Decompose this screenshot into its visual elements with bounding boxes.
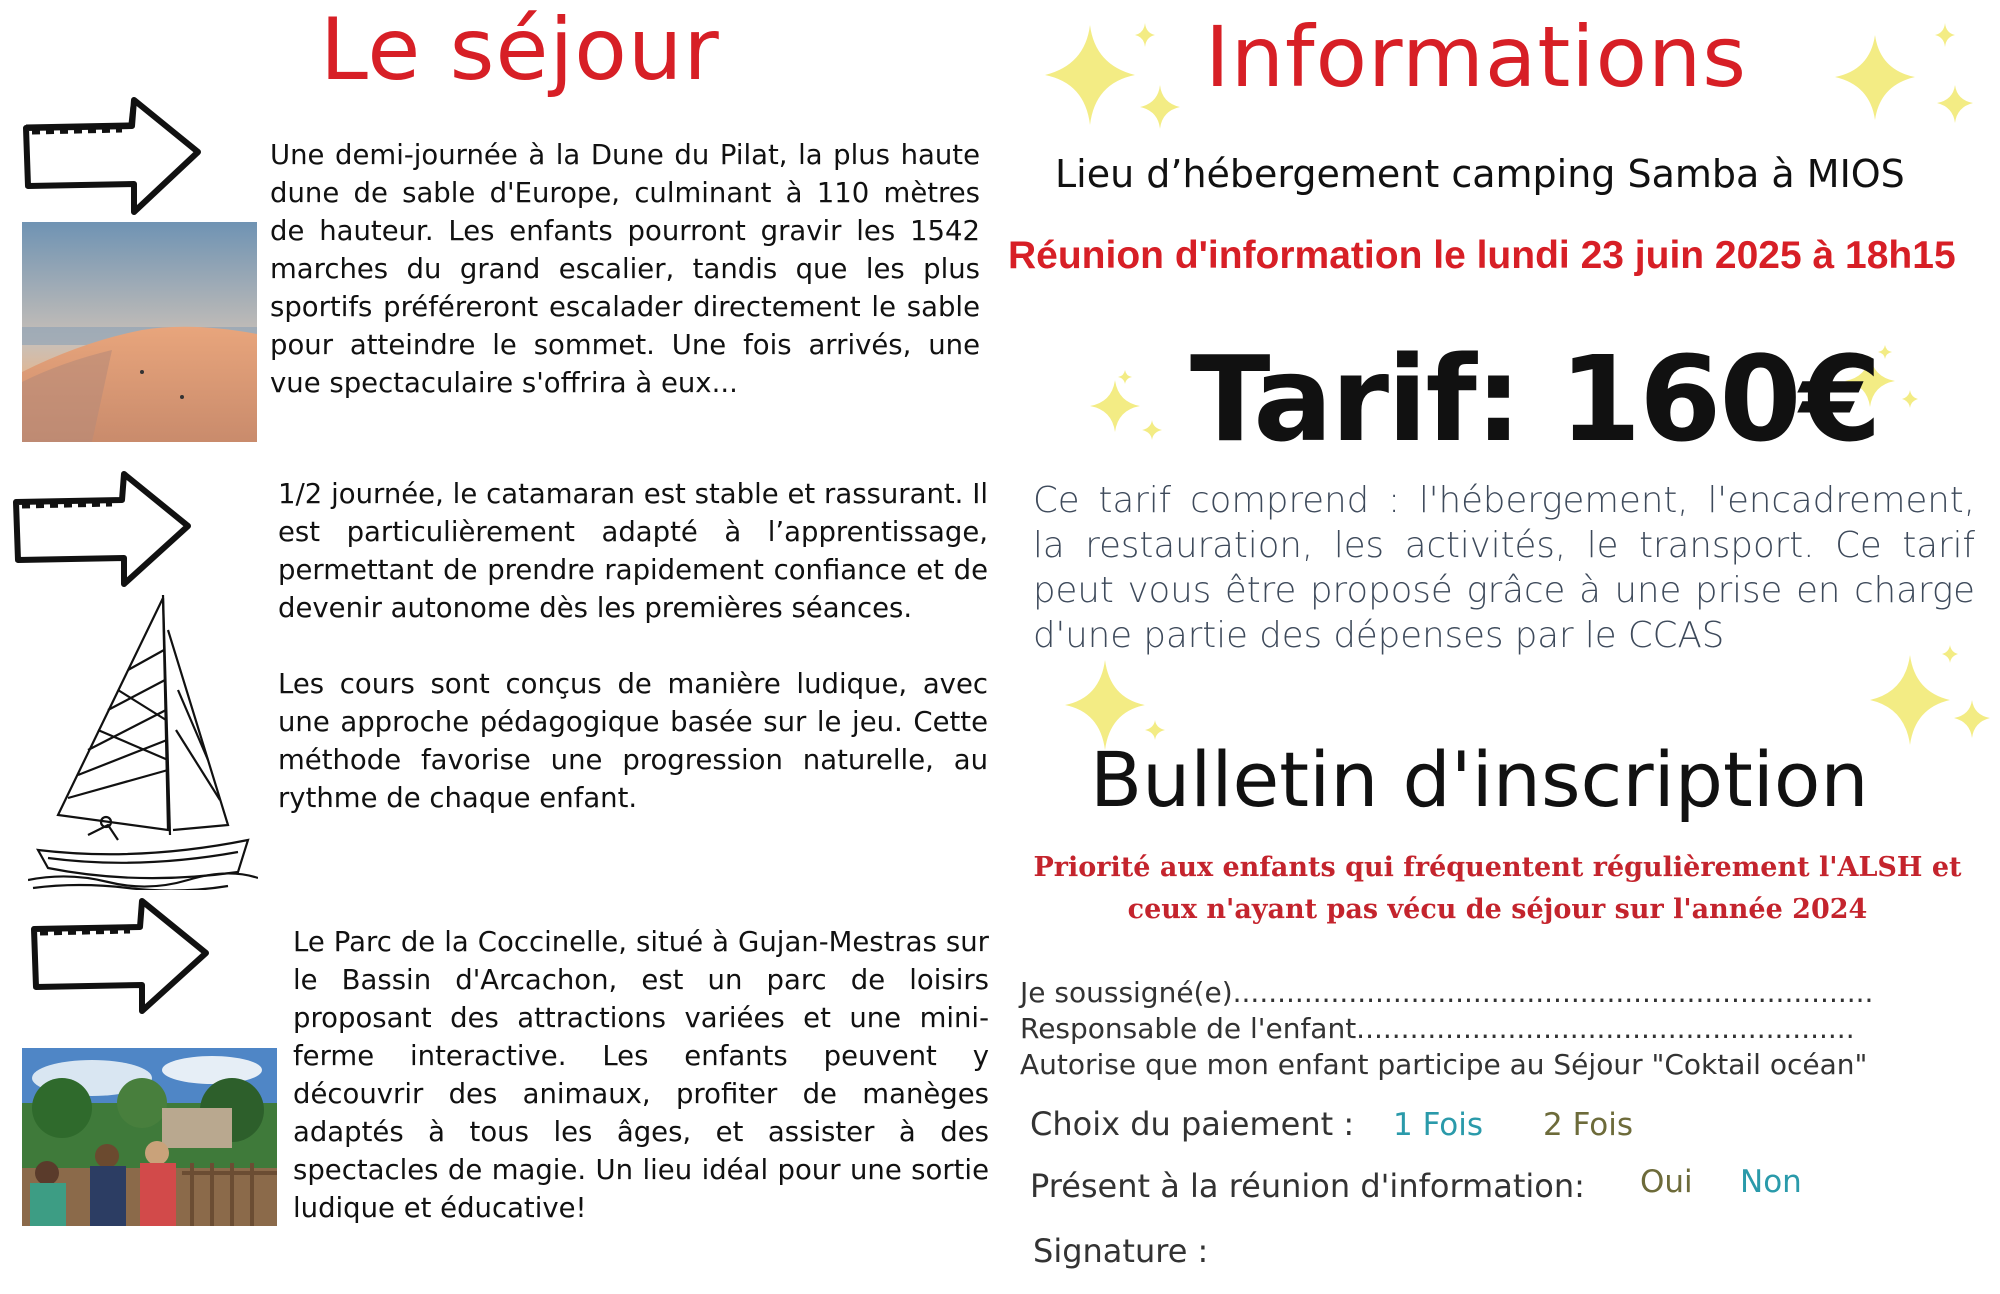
parc-paragraph: Le Parc de la Coccinelle, situé à Gujan-Mestras sur le Bassin d'Arcachon, est un parc de loisirs proposant des attractions variées et une mini-ferme interactive. Les enfants peuvent y découvrir des animaux, profiter de manèges adaptés à tous les âges, et assister à des spectacles de magie. Un lieu idéal pour une sortie ludique et éducative! bbox=[293, 926, 989, 1224]
sejour-title: Le séjour bbox=[320, 0, 720, 100]
arrow-right-icon bbox=[30, 895, 210, 1017]
sparkle-icon bbox=[1080, 370, 1180, 440]
dune-pilat-photo bbox=[22, 222, 257, 442]
informations-title: Informations bbox=[1205, 8, 1748, 106]
sparkle-icon bbox=[1850, 640, 2000, 760]
reunion-date: Réunion d'information le lundi 23 juin 2025 à 18h15 bbox=[1008, 234, 1956, 277]
catamaran-sketch bbox=[28, 590, 258, 894]
arrow-right-icon bbox=[12, 468, 192, 590]
catamaran-paragraph-2: Les cours sont conçus de manière ludique, avec une approche pédagogique basée sur le jeu. Cette méthode favorise une progression naturelle, au rythme de chaque enfant. bbox=[278, 668, 988, 814]
parc-coccinelle-photo bbox=[22, 1048, 277, 1226]
reunion-option-non[interactable]: Non bbox=[1740, 1164, 1802, 1200]
paiement-label: Choix du paiement : bbox=[1030, 1105, 1355, 1143]
sparkle-icon bbox=[1815, 15, 1995, 135]
reunion-presence-label: Présent à la réunion d'information: bbox=[1030, 1167, 1585, 1205]
reunion-option-oui[interactable]: Oui bbox=[1640, 1164, 1693, 1200]
paiement-option-2-fois[interactable]: 2 Fois bbox=[1543, 1107, 1634, 1143]
priorite-notice: Priorité aux enfants qui fréquentent régulièrement l'ALSH et ceux n'ayant pas vécu de séjour sur l'année 2024 bbox=[1033, 852, 1962, 925]
paiement-option-1-fois[interactable]: 1 Fois bbox=[1393, 1107, 1484, 1143]
tarif-description: Ce tarif comprend : l'hébergement, l'encadrement, la restauration, les activités, le transport. Ce tarif peut vous être proposé grâce à une prise en charge d'une partie des dépenses par le CCAS bbox=[1033, 480, 1975, 656]
form-declaration[interactable]: Je soussigné(e)........................................................................ Responsable de l'enfant........................................................ Autorise que mon enfant participe au Séjour "Coktail océan" bbox=[1020, 976, 1874, 1081]
arrow-right-icon bbox=[22, 96, 202, 218]
lieu-hebergement: Lieu d’hébergement camping Samba à MIOS bbox=[1055, 152, 1905, 196]
dune-paragraph: Une demi-journée à la Dune du Pilat, la plus haute dune de sable d'Europe, culminant à 110 mètres de hauteur. Les enfants pourront gravir les 1542 marches du grand escalier, tandis que les plus sportifs préféreront escalader directement le sable pour atteindre le sommet. Une fois arrivés, une vue spectaculaire s'offrira à eux... bbox=[270, 139, 980, 399]
signature-label: Signature : bbox=[1033, 1232, 1209, 1270]
catamaran-paragraph-1: 1/2 journée, le catamaran est stable et rassurant. Il est particulièrement adapté à l’apprentissage, permettant de prendre rapidement confiance et de devenir autonome dès les premières séances. bbox=[278, 478, 988, 624]
bulletin-title: Bulletin d'inscription bbox=[1090, 735, 1869, 824]
sparkle-icon bbox=[1035, 15, 1205, 135]
tarif-price: Tarif: 160€ bbox=[1190, 330, 1880, 468]
